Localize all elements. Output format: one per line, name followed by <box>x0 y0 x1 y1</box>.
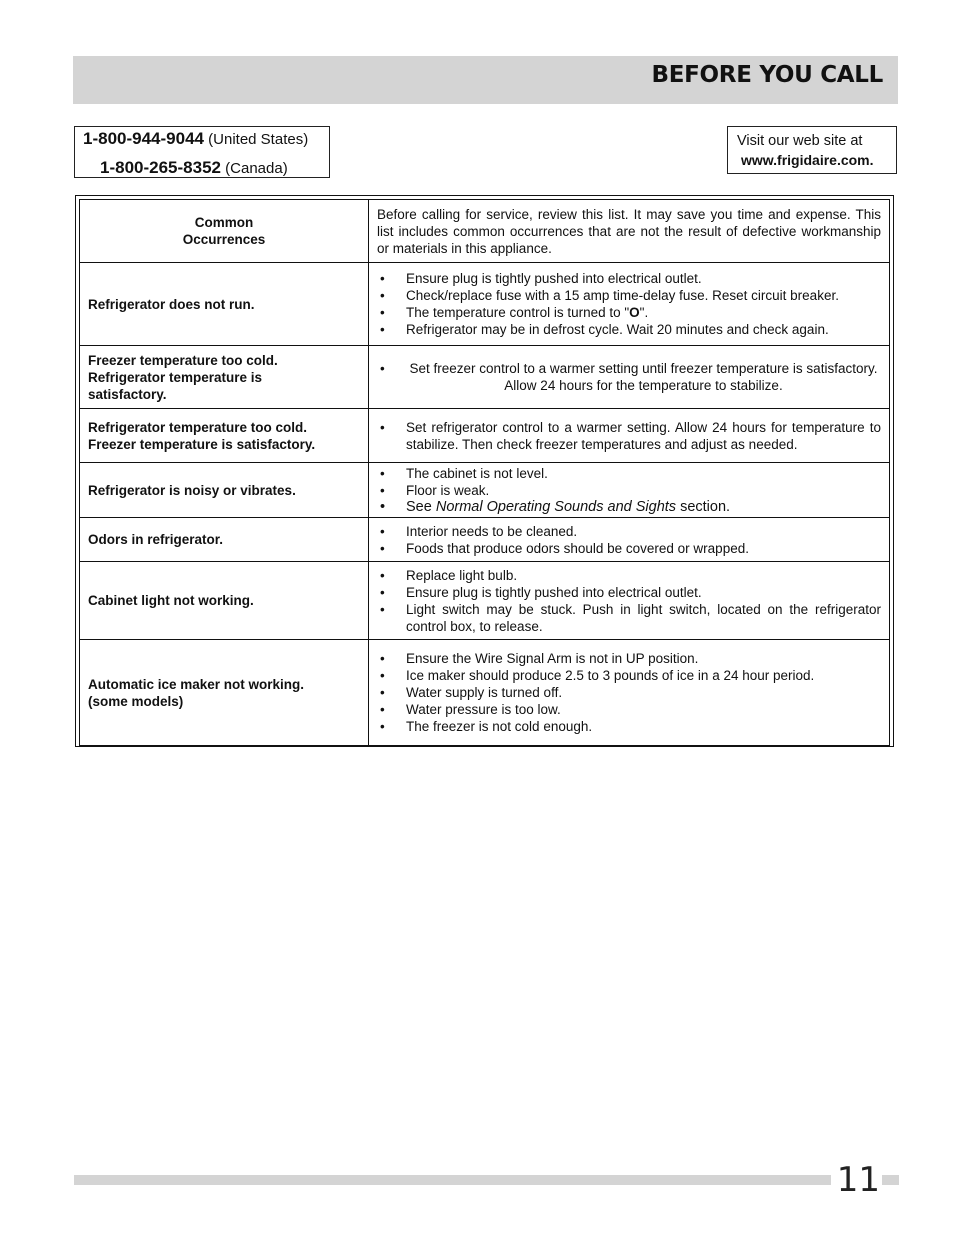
solution-cell <box>369 409 890 463</box>
list-item: • See Normal Operating Sounds and Sights section. <box>377 499 881 516</box>
troubleshooting-table <box>79 199 890 746</box>
solution-cell <box>369 518 890 562</box>
list-item: • Floor is weak. <box>377 482 881 499</box>
phone-box <box>74 126 330 178</box>
table-row <box>80 346 890 409</box>
page-title: BEFORE YOU CALL <box>651 62 883 88</box>
solution-list <box>377 270 881 338</box>
page-number: 11 <box>831 1160 882 1200</box>
list-item: • Water pressure is too low. <box>377 701 881 718</box>
list-item: • Ensure plug is tightly pushed into electrical outlet. <box>377 584 881 601</box>
solution-cell <box>369 263 890 346</box>
table-row <box>80 518 890 562</box>
solution-list <box>377 419 881 453</box>
condition-cell: Refrigerator temperature too cold. Freezer temperature is satisfactory. <box>80 409 369 463</box>
condition-cell: Automatic ice maker not working. (some models) <box>80 640 369 746</box>
list-item: • Set freezer control to a warmer setting until freezer temperature is satisfactory. Allow 24 hours for the temperature to stabilize. <box>377 360 881 394</box>
phone-ca-label: (Canada) <box>225 160 288 177</box>
solution-cell <box>369 463 890 518</box>
table-row <box>80 409 890 463</box>
column-header-occurrences: Common Occurrences <box>80 200 369 263</box>
table-row <box>80 562 890 640</box>
intro-cell <box>369 200 890 263</box>
solution-list <box>377 523 881 557</box>
solution-list <box>377 360 881 394</box>
condition-cell: Refrigerator is noisy or vibrates. <box>80 463 369 518</box>
list-item: • Ensure plug is tightly pushed into electrical outlet. <box>377 270 881 287</box>
list-item: • Water supply is turned off. <box>377 684 881 701</box>
phone-us <box>83 129 308 149</box>
list-item: • Ice maker should produce 2.5 to 3 pounds of ice in a 24 hour period. <box>377 667 881 684</box>
list-item: • The temperature control is turned to "O". <box>377 304 881 321</box>
phone-us-number: 1-800-944-9044 <box>83 129 204 148</box>
website-url: www.frigidaire.com. <box>741 152 874 168</box>
list-item: • Interior needs to be cleaned. <box>377 523 881 540</box>
list-item: • Replace light bulb. <box>377 567 881 584</box>
phone-us-label: (United States) <box>208 131 309 148</box>
solution-cell <box>369 640 890 746</box>
condition-cell: Cabinet light not working. <box>80 562 369 640</box>
list-item: • Ensure the Wire Signal Arm is not in UP position. <box>377 650 881 667</box>
condition-cell: Refrigerator does not run. <box>80 263 369 346</box>
footer-bar <box>74 1175 899 1185</box>
list-item: • The freezer is not cold enough. <box>377 718 881 735</box>
list-item: • Check/replace fuse with a 15 amp time-delay fuse. Reset circuit breaker. <box>377 287 881 304</box>
website-label: Visit our web site at <box>737 133 863 149</box>
table-header-row <box>80 200 890 263</box>
table-row <box>80 640 890 746</box>
solution-cell <box>369 346 890 409</box>
phone-canada <box>100 158 288 178</box>
table-row <box>80 463 890 518</box>
solution-cell <box>369 562 890 640</box>
website-box <box>727 126 897 174</box>
solution-list <box>377 650 881 735</box>
condition-cell: Odors in refrigerator. <box>80 518 369 562</box>
solution-list <box>377 567 881 635</box>
list-item: • Set refrigerator control to a warmer setting. Allow 24 hours for temperature to stabilize. Then check freezer temperatures and adjust as needed. <box>377 419 881 453</box>
phone-ca-number: 1-800-265-8352 <box>100 158 221 177</box>
condition-cell: Freezer temperature too cold. Refrigerator temperature is satisfactory. <box>80 346 369 409</box>
list-item: • Refrigerator may be in defrost cycle. Wait 20 minutes and check again. <box>377 321 881 338</box>
list-item: • Light switch may be stuck. Push in light switch, located on the refrigerator control box, to release. <box>377 601 881 635</box>
solution-list <box>377 465 881 516</box>
list-item: • Foods that produce odors should be covered or wrapped. <box>377 540 881 557</box>
table-row <box>80 263 890 346</box>
troubleshooting-table-frame <box>75 195 894 747</box>
list-item: • The cabinet is not level. <box>377 465 881 482</box>
header-band <box>73 56 898 104</box>
intro-text: Before calling for service, review this list. It may save you time and expense. This list includes common occurrences that are not the result of defective workmanship or materials in this appliance. <box>377 206 881 256</box>
